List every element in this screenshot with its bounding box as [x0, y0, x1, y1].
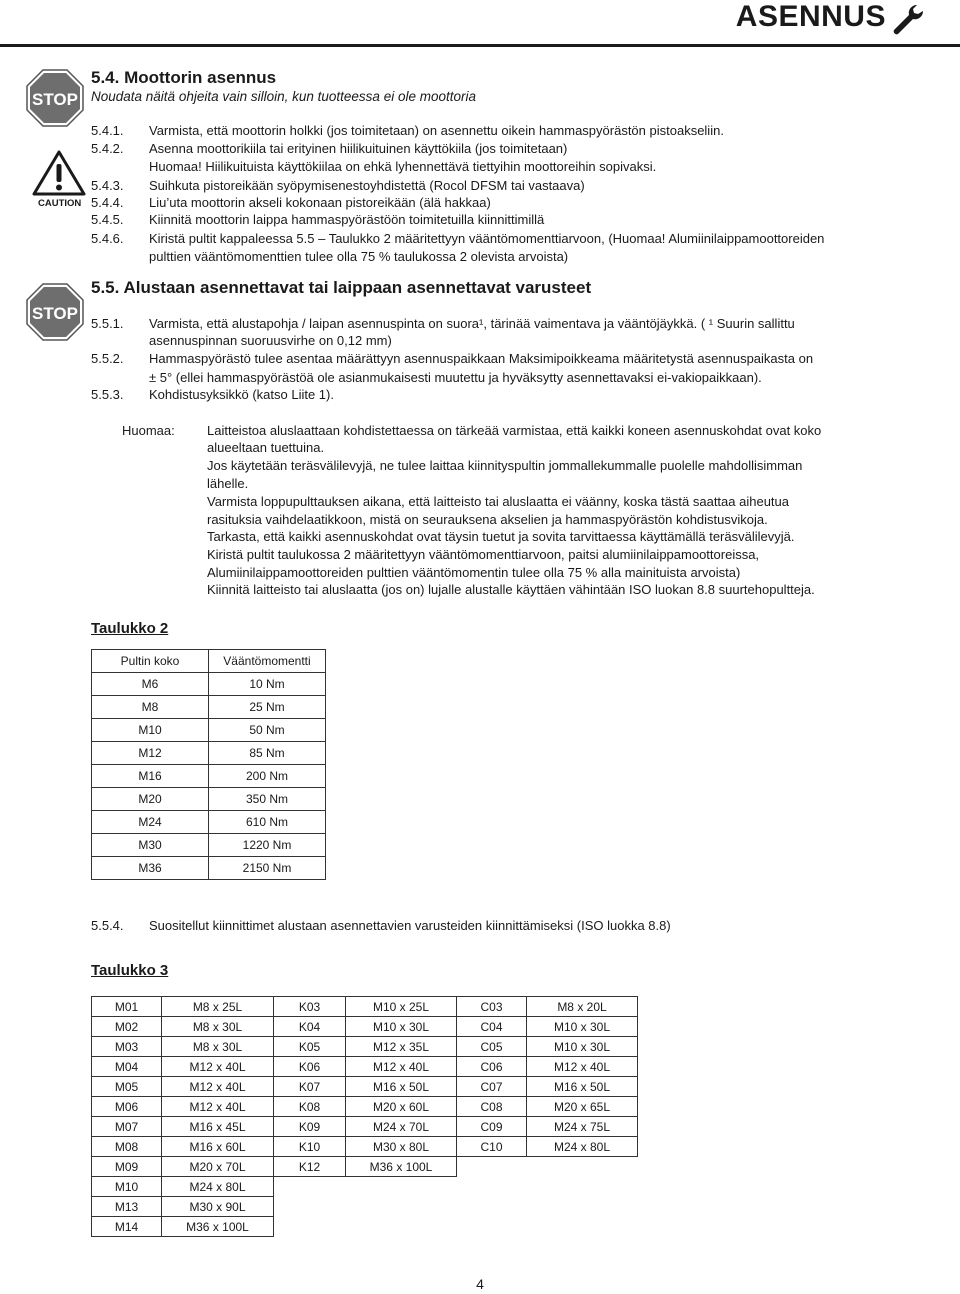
table-cell: C07 — [457, 1077, 527, 1097]
table-cell — [457, 1177, 527, 1197]
table-cell: M8 x 30L — [162, 1037, 274, 1057]
list-item: 5.4.1. Varmista, että moottorin holkki (jos toimitetaan) on asennettu oikein hammaspyörästön pistoakseliin. — [91, 123, 724, 138]
table-cell — [457, 1217, 527, 1237]
table-cell: M16 x 50L — [527, 1077, 638, 1097]
table-cell: M24 x 80L — [527, 1137, 638, 1157]
list-item: 5.4.5. Kiinnitä moottorin laippa hammaspyörästöön toimitetuilla kiinnittimillä — [91, 212, 545, 227]
table-cell: M20 — [92, 788, 209, 811]
header-title: ASENNUS — [735, 0, 886, 33]
table-cell: M36 — [92, 857, 209, 880]
table-row — [92, 1197, 638, 1217]
page-number: 4 — [476, 1276, 484, 1292]
table-row — [92, 719, 326, 742]
table-row — [92, 1177, 638, 1197]
table-cell — [457, 1197, 527, 1217]
table-cell — [346, 1217, 457, 1237]
table-cell: M16 x 45L — [162, 1117, 274, 1137]
table-cell: M24 — [92, 811, 209, 834]
table-cell: K07 — [274, 1077, 346, 1097]
table-cell: M8 — [92, 696, 209, 719]
table-3-title: Taulukko 3 — [91, 962, 169, 979]
table-cell: M01 — [92, 997, 162, 1017]
table-row — [92, 788, 326, 811]
table-cell: 25 Nm — [209, 696, 326, 719]
note-line: Kiristä pultit taulukossa 2 määritettyyn vääntömomenttiarvoon, paitsi alumiinilaippamoottoreissa, — [207, 547, 760, 562]
table-row — [92, 1137, 638, 1157]
list-item: 5.4.2. Asenna moottorikiila tai erityinen hiilikuituinen käyttökiila (jos toimitetaan) — [91, 141, 568, 156]
table-cell: M12 — [92, 742, 209, 765]
note-line: Jos käytetään teräsvälilevyjä, ne tulee laittaa kiinnityspultin jommallekummalle puolelle mahdollisimman — [207, 458, 803, 473]
table-cell: M10 x 30L — [527, 1017, 638, 1037]
caution-label: CAUTION — [38, 198, 82, 209]
table-row — [92, 857, 326, 880]
table-cell: M03 — [92, 1037, 162, 1057]
table-cell: M13 — [92, 1197, 162, 1217]
table-cell: M10 x 25L — [346, 997, 457, 1017]
stop-label: STOP — [32, 90, 78, 109]
table-cell — [346, 1197, 457, 1217]
table-header-row — [92, 650, 326, 673]
table-cell: M20 x 60L — [346, 1097, 457, 1117]
table-cell: M30 x 80L — [346, 1137, 457, 1157]
table-cell: M24 x 70L — [346, 1117, 457, 1137]
note-label: Huomaa: — [122, 423, 175, 438]
table-row — [92, 997, 638, 1017]
table-cell: M09 — [92, 1157, 162, 1177]
note-line: lähelle. — [207, 476, 249, 491]
table-row — [92, 834, 326, 857]
table-cell: M30 — [92, 834, 209, 857]
table-cell: M24 x 75L — [527, 1117, 638, 1137]
table-cell: 50 Nm — [209, 719, 326, 742]
table-cell: K09 — [274, 1117, 346, 1137]
table-row — [92, 696, 326, 719]
table-header-cell: Pultin koko — [92, 650, 209, 673]
list-item: 5.4.3. Suihkuta pistoreikään syöpymisenestoyhdistettä (Rocol DFSM tai vastaava) — [91, 178, 585, 193]
stop-sign-icon — [26, 69, 84, 127]
table-cell: K03 — [274, 997, 346, 1017]
section-5-4-title: 5.4. Moottorin asennus — [91, 68, 277, 87]
table-cell: 200 Nm — [209, 765, 326, 788]
table-cell: M36 x 100L — [346, 1157, 457, 1177]
table-row — [92, 1117, 638, 1137]
note-line: Kiinnitä laitteisto tai aluslaatta (jos on) lujalle alustalle käyttäen vähintään ISO luokan 8.8 suurtehopultteja. — [207, 582, 815, 597]
table-cell: M16 — [92, 765, 209, 788]
table-cell: C03 — [457, 997, 527, 1017]
list-item: 5.5.3. Kohdistusyksikkö (katso Liite 1). — [91, 387, 334, 402]
table-cell: M10 — [92, 1177, 162, 1197]
stop-label: STOP — [32, 304, 78, 323]
note-line: Tarkasta, että kaikki asennuskohdat ovat täysin tuetut ja sovita tarvittaessa käyttämällä teräsvälilevyjä. — [207, 529, 795, 544]
torque-table — [91, 649, 326, 880]
table-row — [92, 1077, 638, 1097]
table-cell: M12 x 35L — [346, 1037, 457, 1057]
table-row — [92, 1017, 638, 1037]
table-cell — [274, 1177, 346, 1197]
table-cell: M12 x 40L — [346, 1057, 457, 1077]
list-item: asennuspinnan suoruusvirhe on 0,12 mm) — [149, 333, 392, 348]
table-header-cell: Vääntömomentti — [209, 650, 326, 673]
table-cell: K04 — [274, 1017, 346, 1037]
table-row — [92, 1037, 638, 1057]
table-row — [92, 673, 326, 696]
table-row — [92, 765, 326, 788]
header-rule — [0, 44, 960, 47]
section-5-4-subtitle: Noudata näitä ohjeita vain silloin, kun tuotteessa ei ole moottoria — [91, 89, 476, 104]
table-cell: C08 — [457, 1097, 527, 1117]
note-line: alueeltaan tuettuina. — [207, 440, 325, 455]
table-cell: M05 — [92, 1077, 162, 1097]
table-cell: M16 x 50L — [346, 1077, 457, 1097]
table-cell: M08 — [92, 1137, 162, 1157]
list-item: 5.5.4. Suositellut kiinnittimet alustaan asennettavien varusteiden kiinnittämiseksi (ISO luokka 8.8) — [91, 918, 671, 933]
wrench-icon — [890, 2, 926, 38]
table-cell: 350 Nm — [209, 788, 326, 811]
table-cell: M16 x 60L — [162, 1137, 274, 1157]
table-cell: M8 x 25L — [162, 997, 274, 1017]
note-line: Alumiinilaippamoottoreiden pulttien vääntömomentin tulee olla 75 % alla mainituista arvoista) — [207, 565, 741, 580]
table-cell: 1220 Nm — [209, 834, 326, 857]
table-row — [92, 1057, 638, 1077]
table-cell: C09 — [457, 1117, 527, 1137]
table-cell: 610 Nm — [209, 811, 326, 834]
note-line: Varmista loppupulttauksen aikana, että laitteisto tai aluslaatta ei väänny, koska tästä saattaa aiheutua — [207, 494, 789, 509]
list-item: 5.4.6. Kiristä pultit kappaleessa 5.5 – Taulukko 2 määritettyyn vääntömomenttiarvoon, (Huomaa! Alumiinilaippamoottoreiden — [91, 231, 825, 246]
table-cell: M07 — [92, 1117, 162, 1137]
table-cell: K12 — [274, 1157, 346, 1177]
table-2-title: Taulukko 2 — [91, 620, 169, 637]
table-cell: M12 x 40L — [162, 1097, 274, 1117]
table-cell — [527, 1177, 638, 1197]
table-cell: M12 x 40L — [527, 1057, 638, 1077]
table-row — [92, 742, 326, 765]
table-cell: 85 Nm — [209, 742, 326, 765]
table-cell: 10 Nm — [209, 673, 326, 696]
table-cell: M04 — [92, 1057, 162, 1077]
table-cell: M20 x 65L — [527, 1097, 638, 1117]
table-cell: M12 x 40L — [162, 1057, 274, 1077]
list-item: 5.5.1. Varmista, että alustapohja / laipan asennuspinta on suora¹, tärinää vaimentava ja vääntöjäykkä. ( ¹ Suurin sallittu — [91, 316, 795, 331]
table-cell: M10 x 30L — [346, 1017, 457, 1037]
table-row — [92, 1217, 638, 1237]
table-cell: K10 — [274, 1137, 346, 1157]
table-cell: M02 — [92, 1017, 162, 1037]
table-row — [92, 1157, 638, 1177]
table-cell: K05 — [274, 1037, 346, 1057]
list-item: 5.4.4. Liu’uta moottorin akseli kokonaan pistoreikään (älä hakkaa) — [91, 195, 491, 210]
table-cell — [527, 1217, 638, 1237]
note-line: Laitteistoa aluslaattaan kohdistettaessa on tärkeää varmistaa, että kaikki koneen asennuskohdat ovat koko — [207, 423, 822, 438]
table-cell: M36 x 100L — [162, 1217, 274, 1237]
table-cell — [527, 1157, 638, 1177]
table-cell: M10 — [92, 719, 209, 742]
section-5-5-title: 5.5. Alustaan asennettavat tai laippaan asennettavat varusteet — [91, 278, 592, 297]
table-cell: 2150 Nm — [209, 857, 326, 880]
table-cell: M24 x 80L — [162, 1177, 274, 1197]
table-cell — [274, 1217, 346, 1237]
table-cell: C06 — [457, 1057, 527, 1077]
table-cell — [274, 1197, 346, 1217]
table-cell: M8 x 30L — [162, 1017, 274, 1037]
table-cell: M30 x 90L — [162, 1197, 274, 1217]
table-cell: M20 x 70L — [162, 1157, 274, 1177]
table-cell: M12 x 40L — [162, 1077, 274, 1097]
table-cell: C10 — [457, 1137, 527, 1157]
list-item: Huomaa! Hiilikuituista käyttökiilaa on ehkä lyhennettävä tiettyihin moottoreihin sopivaksi. — [149, 159, 657, 174]
list-item: 5.5.2. Hammaspyörästö tulee asentaa määrättyyn asennuspaikkaan Maksimipoikkeama määritetystä asennuspaikasta on — [91, 351, 814, 366]
table-cell: C05 — [457, 1037, 527, 1057]
table-cell — [457, 1157, 527, 1177]
stop-sign-icon — [26, 283, 84, 341]
table-cell: K06 — [274, 1057, 346, 1077]
table-cell — [346, 1177, 457, 1197]
caution-triangle-icon — [32, 150, 86, 196]
table-cell: M8 x 20L — [527, 997, 638, 1017]
table-row — [92, 811, 326, 834]
note-line: rasituksia vaihdelaatikkoon, mistä on seurauksena akselien ja hammaspyörästön kohdistusvikoja. — [207, 512, 768, 527]
table-cell: M06 — [92, 1097, 162, 1117]
table-cell: C04 — [457, 1017, 527, 1037]
table-cell: M10 x 30L — [527, 1037, 638, 1057]
table-cell: M14 — [92, 1217, 162, 1237]
table-cell: K08 — [274, 1097, 346, 1117]
list-item: pulttien vääntömomenttien tulee olla 75 % taulukossa 2 olevista arvoista) — [149, 249, 569, 264]
fastener-table — [91, 996, 638, 1237]
table-cell: M6 — [92, 673, 209, 696]
list-item: ± 5° (ellei hammaspyörästöä ole asianmukaisesti muutettu ja hyväksytty asennettavaksi ei-vakiopaikkaan). — [149, 370, 762, 385]
table-cell — [527, 1197, 638, 1217]
table-row — [92, 1097, 638, 1117]
